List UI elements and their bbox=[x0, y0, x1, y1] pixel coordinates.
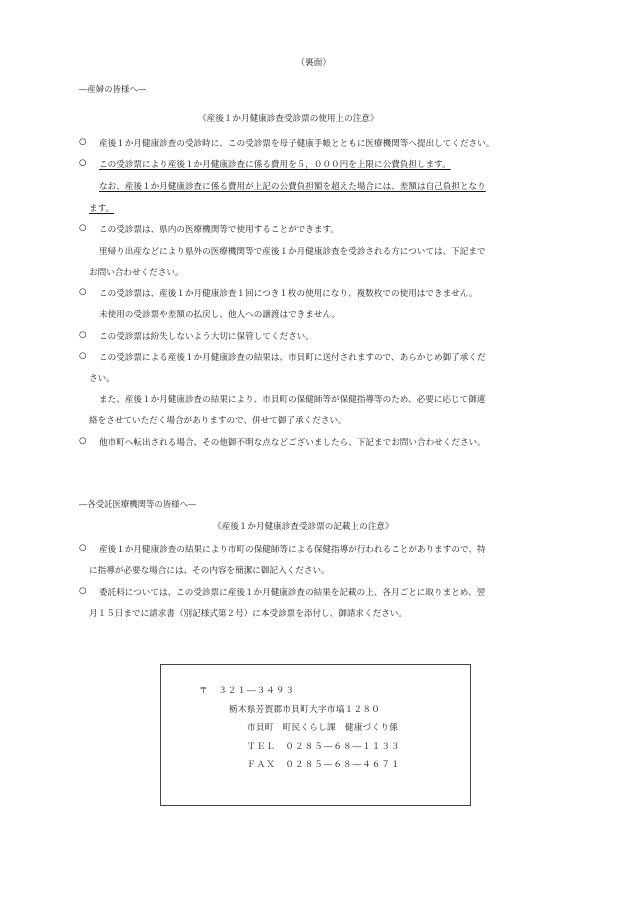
list-item-continuation: なお、産後１か月健康診査に係る費用が上記の公費負担額を超えた場合には、差額は自己負担となり bbox=[99, 182, 486, 192]
contact-address: 栃木県芳賀郡市貝町大字市塙１２８０ bbox=[229, 705, 381, 715]
circle-bullet-icon: ○ bbox=[79, 543, 87, 553]
list-item-continuation: また、産後１か月健康診査の結果により、市貝町の保健師等が保健指導等のため、必要に応じて御連 bbox=[99, 395, 486, 405]
contact-tel: ＴＥＬ ０２８５―６８―１１３３ bbox=[247, 742, 401, 752]
circle-bullet-icon: ○ bbox=[79, 586, 87, 596]
list-item-continuation: 絡をさせていただく場合がありますので、併せて御了承ください。 bbox=[89, 416, 347, 426]
page-side-label: （裏面） bbox=[296, 58, 332, 68]
circle-bullet-icon: ○ bbox=[79, 137, 87, 147]
list-item-continuation: に指導が必要な場合には、その内容を簡潔に御記入ください。 bbox=[89, 566, 330, 576]
list-item-text: 委託料については、この受診票に産後１か月健康診査の結果を記載の上、各月ごとに取りまとめ、翌 bbox=[99, 588, 486, 598]
list-item-continuation: お問い合わせください。 bbox=[89, 268, 184, 278]
list-item-text: 他市町へ転出される場合、その他御不明な点などございましたら、下記までお問い合わせください。 bbox=[99, 438, 486, 448]
list-item-continuation: さい。 bbox=[89, 374, 115, 384]
list-item-continuation: 未使用の受診票や差額の払戻し、他人への譲渡はできません。 bbox=[99, 310, 341, 320]
section2-heading: ―各受託医療機関等の皆様へ― bbox=[79, 499, 197, 509]
circle-bullet-icon: ○ bbox=[79, 330, 87, 340]
circle-bullet-icon: ○ bbox=[79, 223, 87, 233]
circle-bullet-icon: ○ bbox=[79, 351, 87, 361]
contact-fax: ＦＡＸ ０２８５―６８―４６７１ bbox=[247, 760, 401, 770]
circle-bullet-icon: ○ bbox=[79, 287, 87, 297]
list-item-continuation: 月１５日までに請求書（別記様式第２号）に本受診票を添付し、御請求ください。 bbox=[89, 609, 407, 619]
section2-title: 《産後１か月健康診査受診票の記載上の注意》 bbox=[213, 522, 394, 532]
circle-bullet-icon: ○ bbox=[79, 158, 87, 168]
section1-heading: ―産婦の皆様へ― bbox=[79, 84, 146, 94]
list-item-text: この受診票は、県内の医療機関等で使用することができます。 bbox=[99, 225, 339, 235]
list-item-text: この受診票は紛失しないよう大切に保管してください。 bbox=[99, 332, 314, 342]
list-item-text: この受診票は、産後１か月健康診査１回につき１枚の使用になり、複数枚での使用はできません。 bbox=[99, 289, 478, 299]
list-item-continuation: ます。 bbox=[89, 204, 115, 214]
list-item-text: この受診票により産後１か月健康診査に係る費用を５，０００円を上限に公費負担します。 bbox=[99, 160, 451, 170]
list-item-text: 産後１か月健康診査の受診時に、この受診票を母子健康手帳とともに医療機関等へ提出してください。 bbox=[99, 139, 495, 149]
circle-bullet-icon: ○ bbox=[79, 436, 87, 446]
section1-title: 《産後１か月健康診査受診票の使用上の注意》 bbox=[198, 114, 379, 124]
contact-postal: 〒 ３２１―３４９３ bbox=[199, 686, 295, 696]
list-item-text: 産後１か月健康診査の結果により市町の保健師等による保健指導が行われることがありますので、特 bbox=[99, 545, 486, 555]
contact-box bbox=[160, 664, 471, 806]
list-item-text: この受診票による産後１か月健康診査の結果は、市貝町に送付されますので、あらかじめ御了承くだ bbox=[99, 353, 486, 363]
list-item-continuation: 里帰り出産などにより県外の医療機関等で産後１か月健康診査を受診される方については、下記まで bbox=[99, 247, 486, 257]
contact-department: 市貝町 町民くらし課 健康づくり係 bbox=[247, 723, 399, 733]
